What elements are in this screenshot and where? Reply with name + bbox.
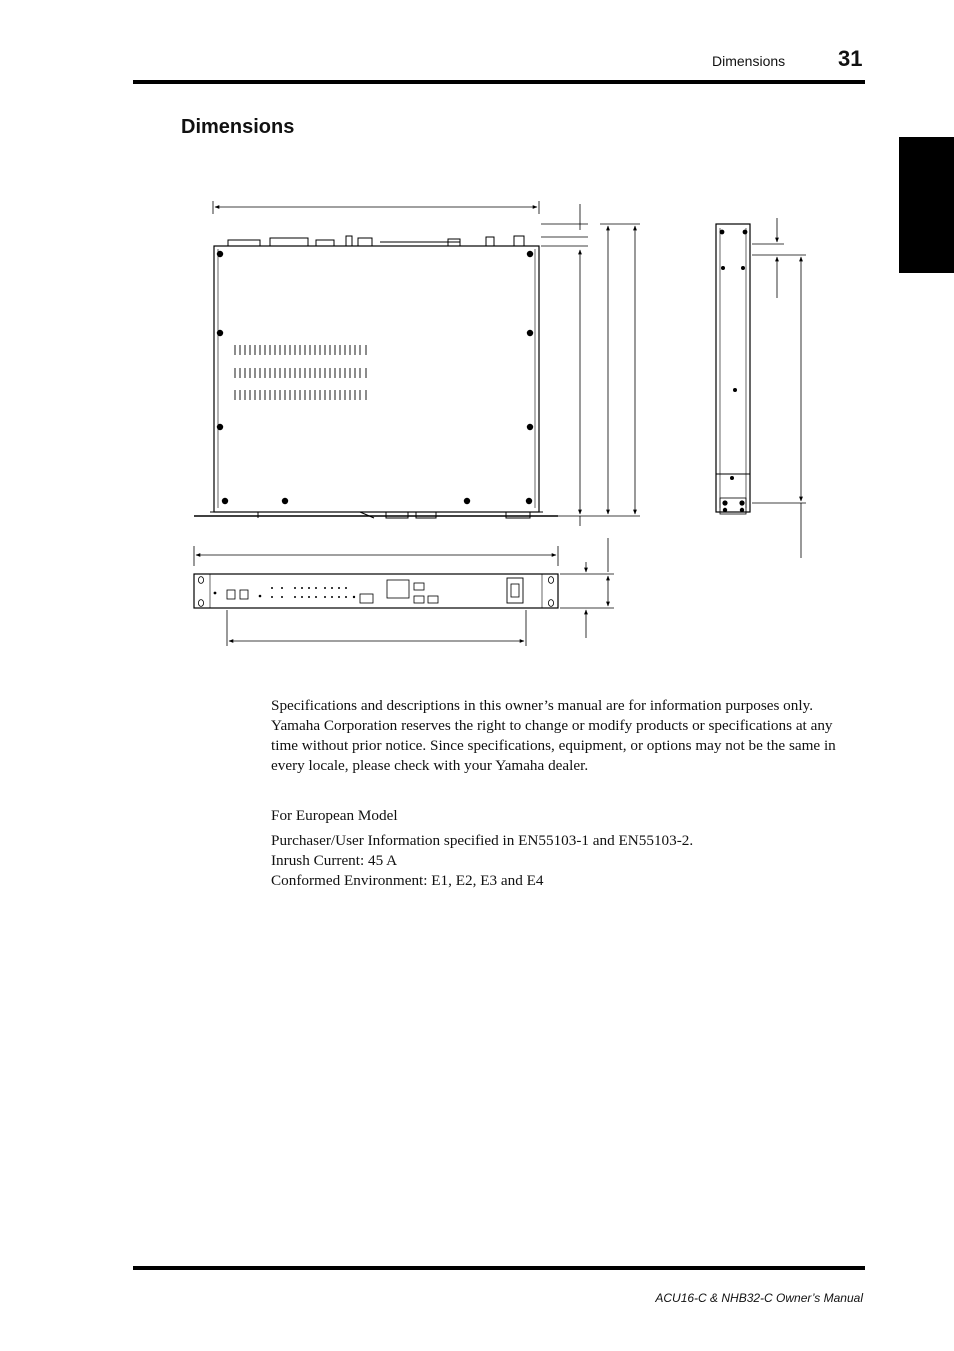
running-header-section: Dimensions	[712, 53, 786, 69]
european-model-heading: For European Model	[271, 807, 398, 824]
disclaimer-paragraph: Specifications and descriptions in this owner’s manual are for information purposes only. Yamaha Corporation reserves the right to change or modify products or specifications at any time without prior notice. Since specifications, equipment, or options may not be the same in every locale, please check with your Yamaha dealer.	[271, 697, 836, 774]
page-number: 31	[838, 46, 863, 71]
front-view	[194, 538, 614, 646]
european-line-3: Conformed Environment: E1, E2, E3 and E4	[271, 872, 544, 889]
top-view	[194, 201, 640, 526]
footer-rule	[133, 1266, 865, 1270]
footer-manual-title: ACU16-C & NHB32-C Owner’s Manual	[655, 1291, 863, 1305]
european-line-2: Inrush Current: 45 A	[271, 852, 398, 869]
european-line-1: Purchaser/User Information specified in EN55103-1 and EN55103-2.	[271, 832, 694, 849]
section-title: Dimensions	[181, 116, 295, 138]
side-view	[716, 218, 806, 558]
